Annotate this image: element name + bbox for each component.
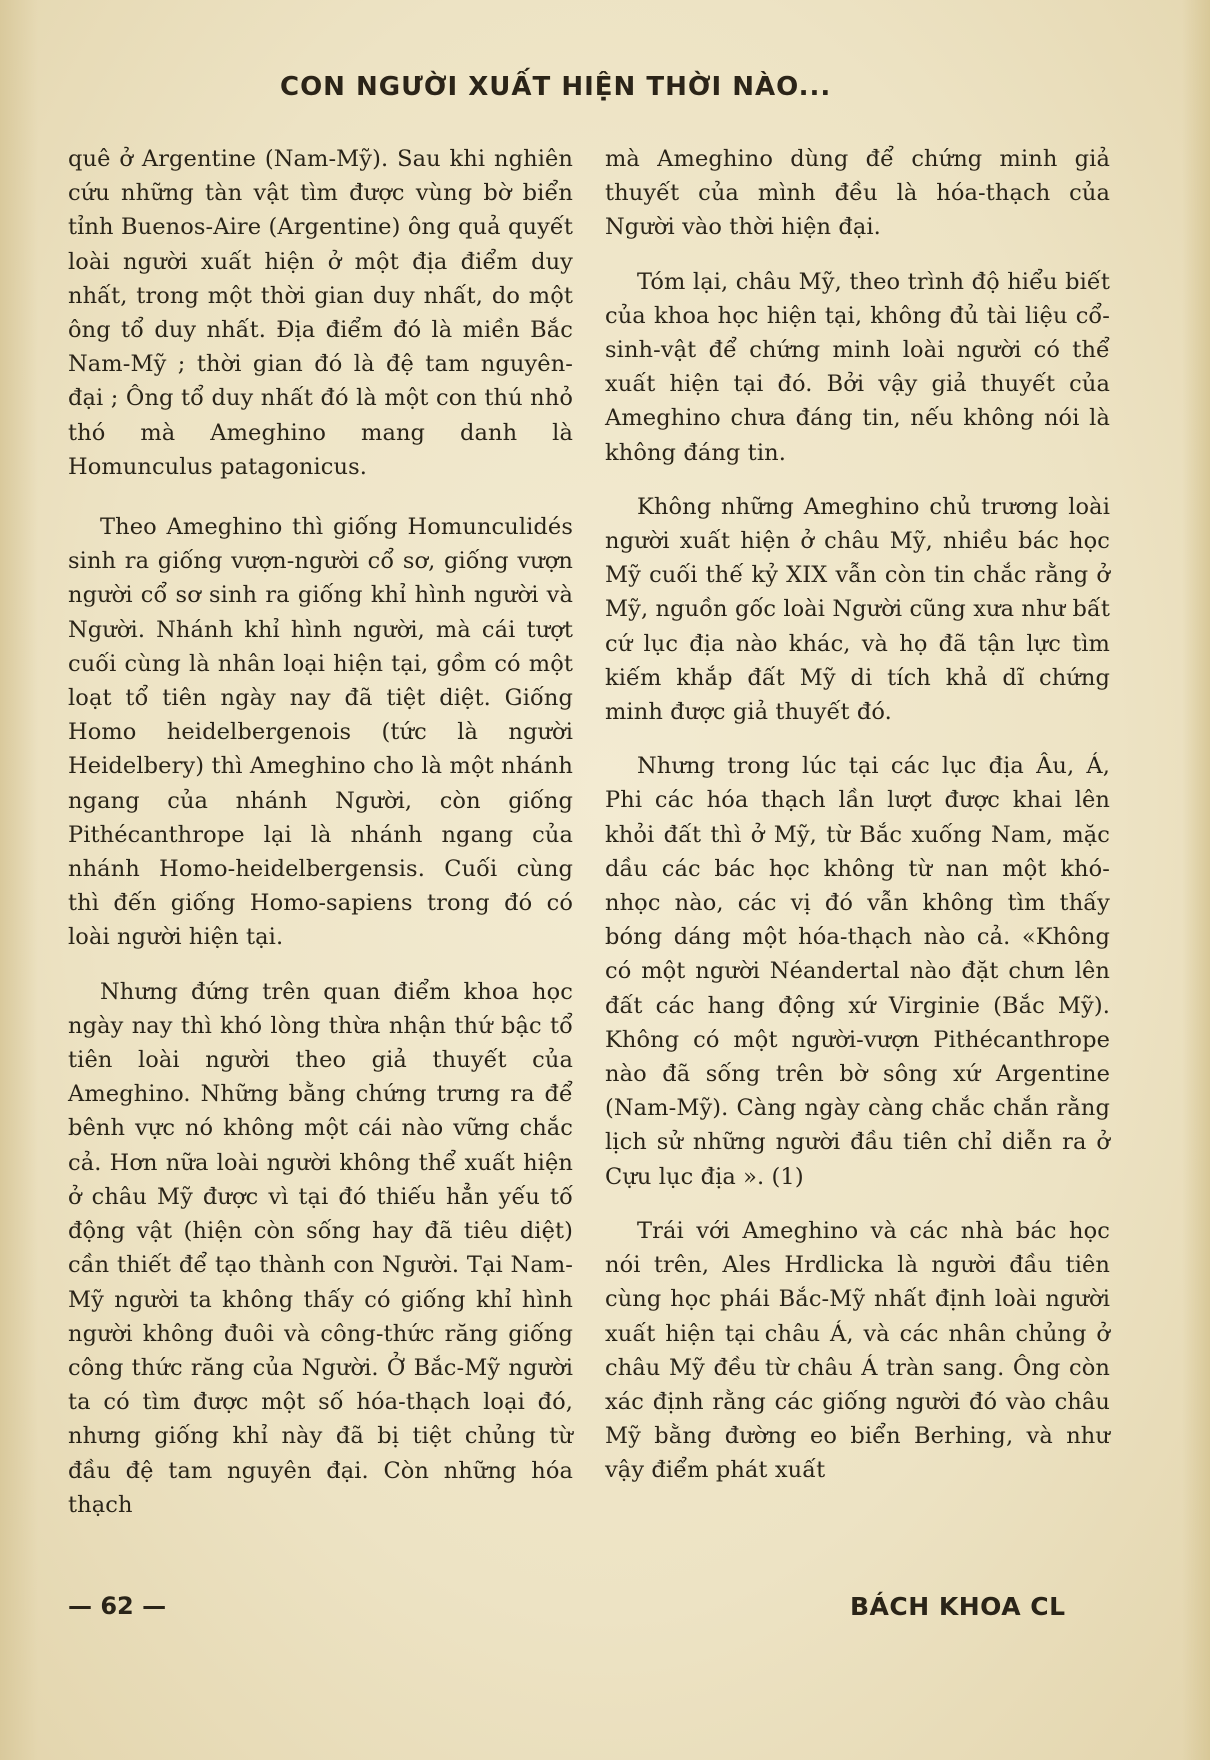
- page-number: — 62 —: [68, 1592, 167, 1620]
- paragraph: Nhưng trong lúc tại các lục địa Âu, Á, Phi các hóa thạch lần lượt được khai lên khỏi đất thì ở Mỹ, từ Bắc xuống Nam, mặc dầu các bác học không từ nan một khó-nhọc nào, các vị đó vẫn không tìm thấy bóng dáng một hóa-thạch nào cả. «Không có một người Néandertal nào đặt chưn lên đất các hang động xứ Virginie (Bắc Mỹ). Không có một người-vượn Pithécanthrope nào đã sống trên bờ sông xứ Argentine (Nam-Mỹ). Càng ngày càng chắc chắn rằng lịch sử những người đầu tiên chỉ diễn ra ở Cựu lục địa ». (1): [605, 753, 1110, 1190]
- paragraph: Không những Ameghino chủ trương loài người xuất hiện ở châu Mỹ, nhiều bác học Mỹ cuối thế kỷ XIX vẫn còn tin chắc rằng ở Mỹ, nguồn gốc loài Người cũng xưa như bất cứ lục địa nào khác, và họ đã tận lực tìm kiếm khắp đất Mỹ di tích khả dĩ chứng minh được giả thuyết đó.: [605, 493, 1110, 726]
- paragraph: quê ở Argentine (Nam-Mỹ). Sau khi nghiên cứu những tàn vật tìm được vùng bờ biển tỉnh Buenos-Aire (Argentine) ông quả quyết loài người xuất hiện ở một địa điểm duy nhất, trong một thời gian duy nhất, do một ông tổ duy nhất. Địa điểm đó là miền Bắc Nam-Mỹ ; thời gian đó là đệ tam nguyên-đại ; Ông tổ duy nhất đó là một con thú nhỏ thó mà Ameghino mang danh là Homunculus patagonicus.: [68, 146, 573, 480]
- left-column: [68, 142, 573, 1542]
- paragraph: mà Ameghino dùng để chứng minh giả thuyết của mình đều là hóa-thạch của Người vào thời hiện đại.: [605, 146, 1110, 241]
- running-title: CON NGƯỜI XUẤT HIỆN THỜI NÀO...: [280, 72, 832, 102]
- paragraph: Theo Ameghino thì giống Homunculidés sinh ra giống vượn-người cổ sơ, giống vượn người cổ sơ sinh ra giống khỉ hình người và Người. Nhánh khỉ hình người, mà cái tượt cuối cùng là nhân loại hiện tại, gồm có một loạt tổ tiên ngày nay đã tiệt diệt. Giống Homo heidelbergenois (tức là người Heidelbery) thì Ameghino cho là một nhánh ngang của nhánh Người, còn giống Pithécanthrope lại là nhánh ngang của nhánh Homo-heidelbergensis. Cuối cùng thì đến giống Homo-sapiens trong đó có loài người hiện tại.: [68, 514, 573, 951]
- right-column: [605, 142, 1110, 1508]
- magazine-name: BÁCH KHOA CL: [850, 1592, 1066, 1621]
- paragraph: Nhưng đứng trên quan điểm khoa học ngày nay thì khó lòng thừa nhận thứ bậc tổ tiên loài người theo giả thuyết của Ameghino. Những bằng chứng trưng ra để bênh vực nó không một cái nào vững chắc cả. Hơn nữa loài người không thể xuất hiện ở châu Mỹ được vì tại đó thiếu hẳn yếu tố động vật (hiện còn sống hay đã tiêu diệt) cần thiết để tạo thành con Người. Tại Nam-Mỹ người ta không thấy có giống khỉ hình người không đuôi và công-thức răng giống công thức răng của Người. Ở Bắc-Mỹ người ta có tìm được một số hóa-thạch loại đó, nhưng giống khỉ này đã bị tiệt chủng từ đầu đệ tam nguyên đại. Còn những hóa thạch: [68, 978, 573, 1518]
- paragraph: Tóm lại, châu Mỹ, theo trình độ hiểu biết của khoa học hiện tại, không đủ tài liệu cổ-sinh-vật để chứng minh loài người có thể xuất hiện tại đó. Bởi vậy giả thuyết của Ameghino chưa đáng tin, nếu không nói là không đáng tin.: [605, 268, 1110, 466]
- paragraph: Trái với Ameghino và các nhà bác học nói trên, Ales Hrdlicka là người đầu tiên cùng học phái Bắc-Mỹ nhất định loài người xuất hiện tại châu Á, và các nhân chủng ở châu Mỹ đều từ châu Á tràn sang. Ông còn xác định rằng các giống người đó vào châu Mỹ bằng đường eo biển Berhing, và như vậy điểm phát xuất: [605, 1217, 1110, 1484]
